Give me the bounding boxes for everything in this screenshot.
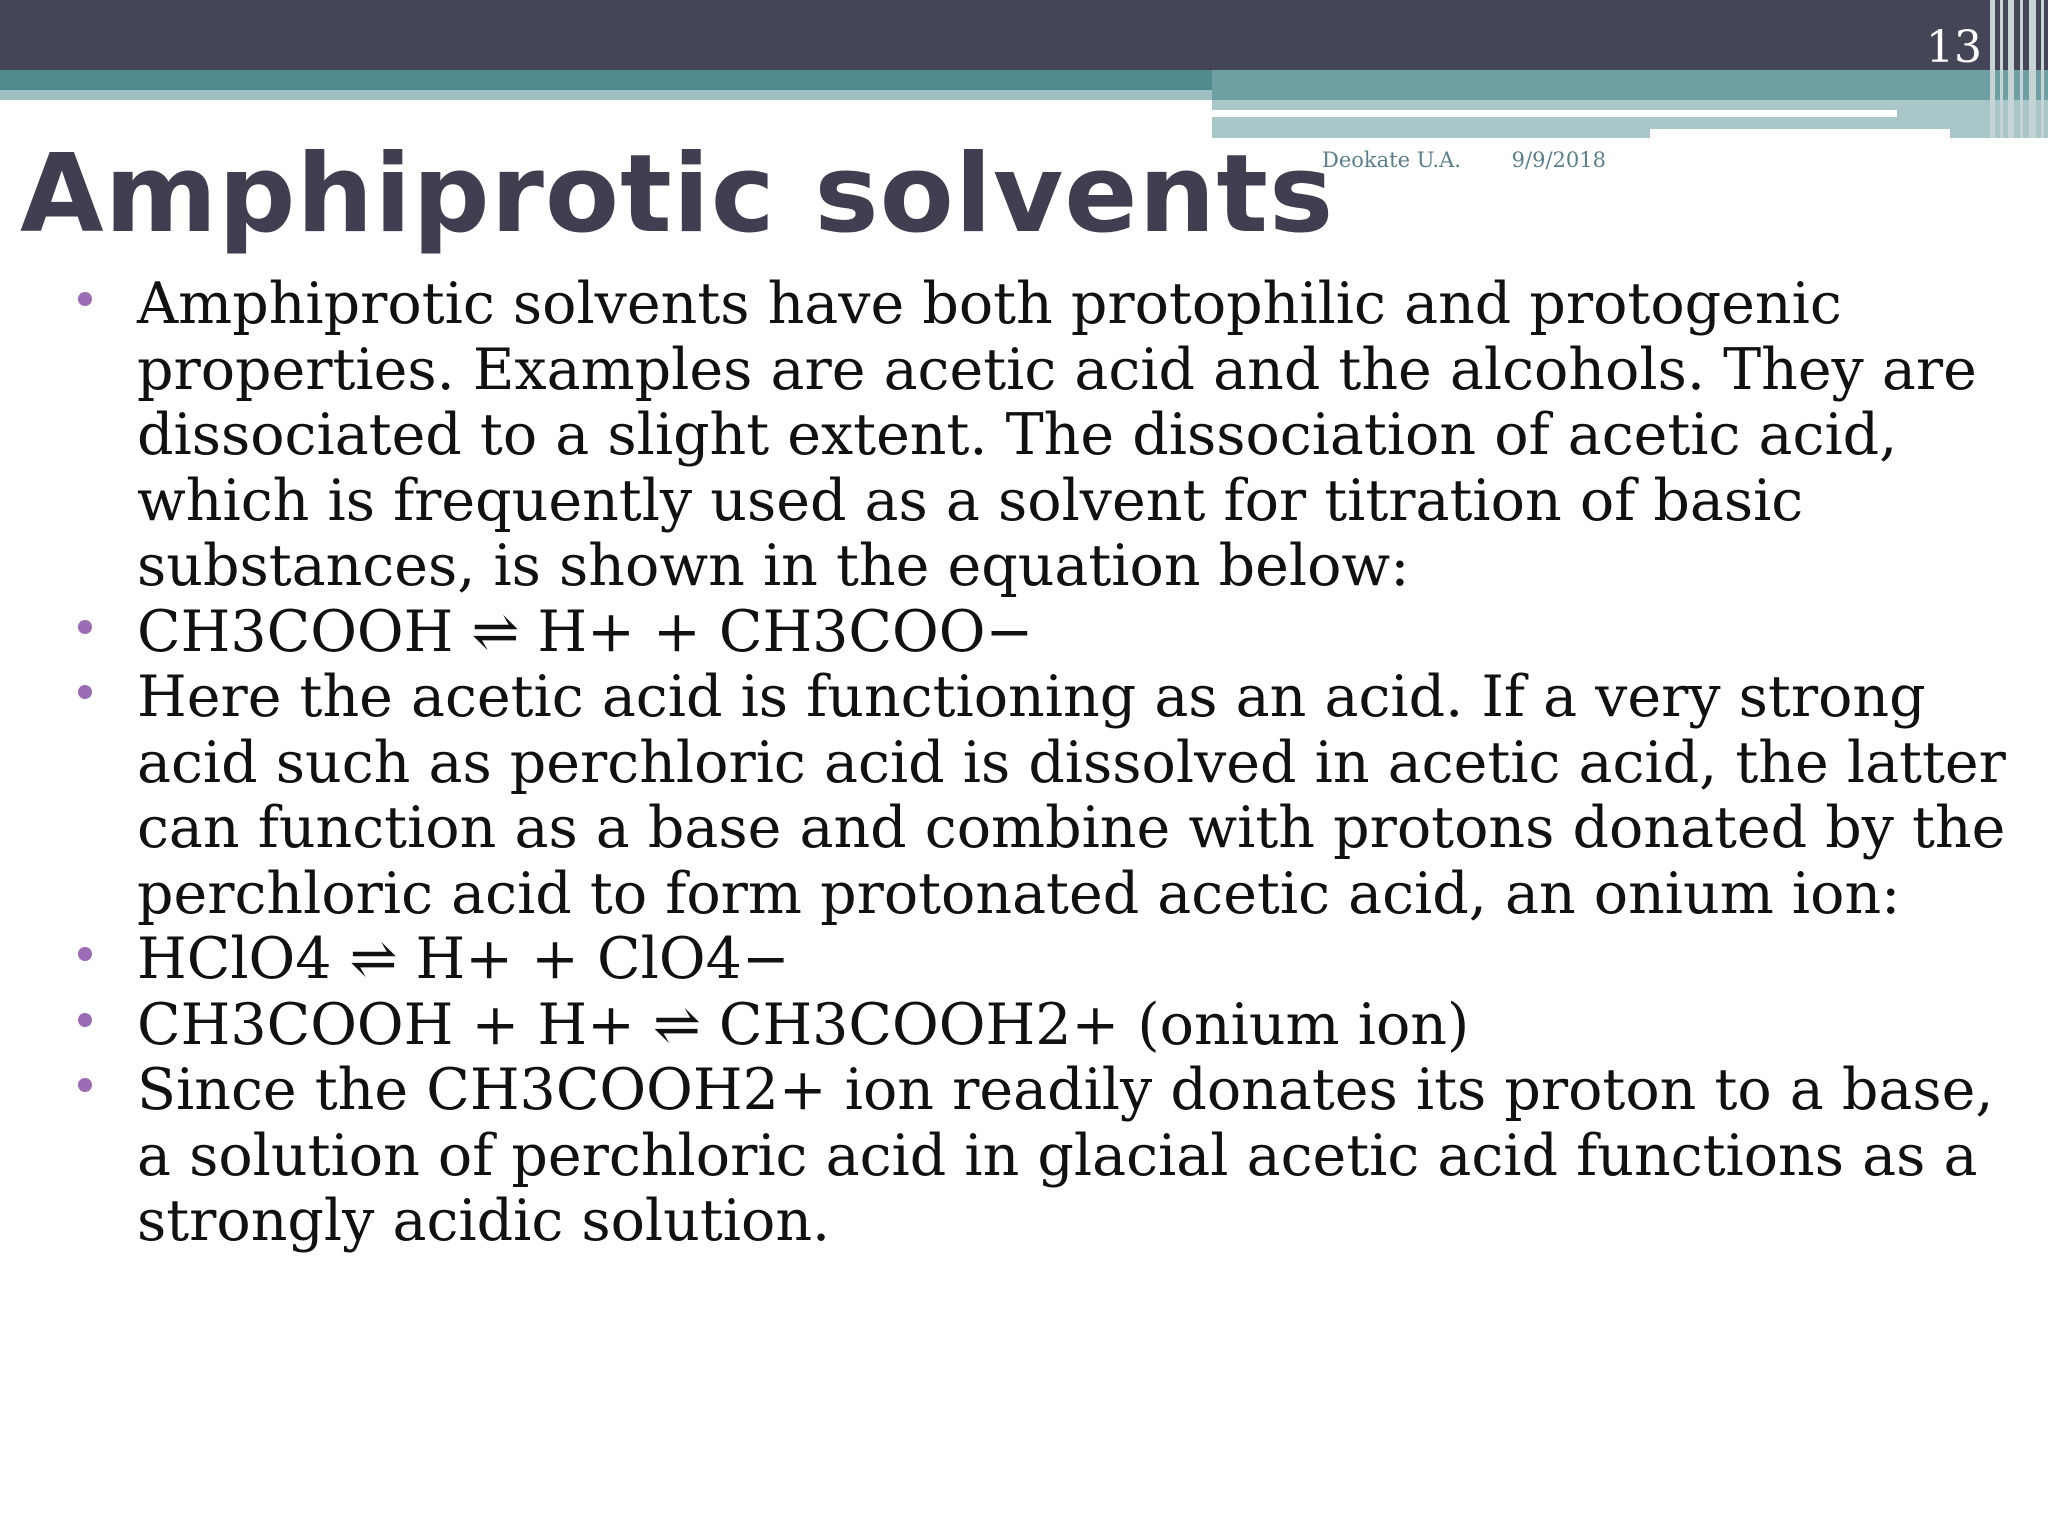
header-stripe-secondary — [1650, 129, 1950, 138]
bullet-dot-icon — [78, 685, 92, 699]
bullet-dot-icon — [78, 947, 92, 961]
bullet-dot-icon — [78, 1013, 92, 1027]
bullet-dot-icon — [78, 620, 92, 634]
bullet-text: CH3COOH ⇌ H+ + CH3COO− — [137, 598, 1034, 665]
slide-meta — [1322, 148, 1606, 172]
header-decoration-bars — [1988, 0, 2048, 138]
bullet-text: Here the acetic acid is functioning as an acid. If a very strong acid such as perchloric acid is dissolved in acetic acid, the latter can function as a base and combine with protons donated by the perchloric acid to form protonated acetic acid, an onium ion: — [137, 664, 2006, 927]
header-accent-band-light — [0, 90, 1212, 100]
bullet-item — [78, 927, 2028, 993]
bullet-text: CH3COOH + H+ ⇌ CH3COOH2+ (onium ion) — [137, 991, 1470, 1058]
header-stripe — [1212, 110, 1897, 117]
bullet-dot-icon — [78, 292, 92, 306]
header-accent-band — [0, 70, 1212, 90]
header-band — [0, 0, 2048, 70]
bullet-text: Amphiprotic solvents have both protophilic and protogenic properties. Examples are acetic acid and the alcohols. They are dissociated to a slight extent. The dissociation of acetic acid, which is frequently used as a solvent for titration of basic substances, is shown in the equation below: — [137, 271, 1977, 599]
header-accent-band-right — [1212, 70, 2048, 100]
bullet-item — [78, 665, 2028, 927]
date-label: 9/9/2018 — [1511, 148, 1606, 172]
bullet-text: Since the CH3COOH2+ ion readily donates its proton to a base, a solution of perchloric acid in glacial acetic acid functions as a strongly acidic solution. — [137, 1057, 1994, 1254]
slide-number: 13 — [1926, 22, 1982, 73]
bullet-item — [78, 993, 2028, 1059]
bullet-dot-icon — [78, 1078, 92, 1092]
bullet-item — [78, 272, 2028, 600]
bullet-item — [78, 600, 2028, 666]
bullet-text: HClO4 ⇌ H+ + ClO4− — [137, 926, 790, 992]
bullet-item — [78, 1058, 2028, 1255]
bullet-list — [78, 272, 2028, 1255]
slide-title: Amphiprotic solvents — [20, 132, 1335, 257]
author-label: Deokate U.A. — [1322, 148, 1461, 172]
